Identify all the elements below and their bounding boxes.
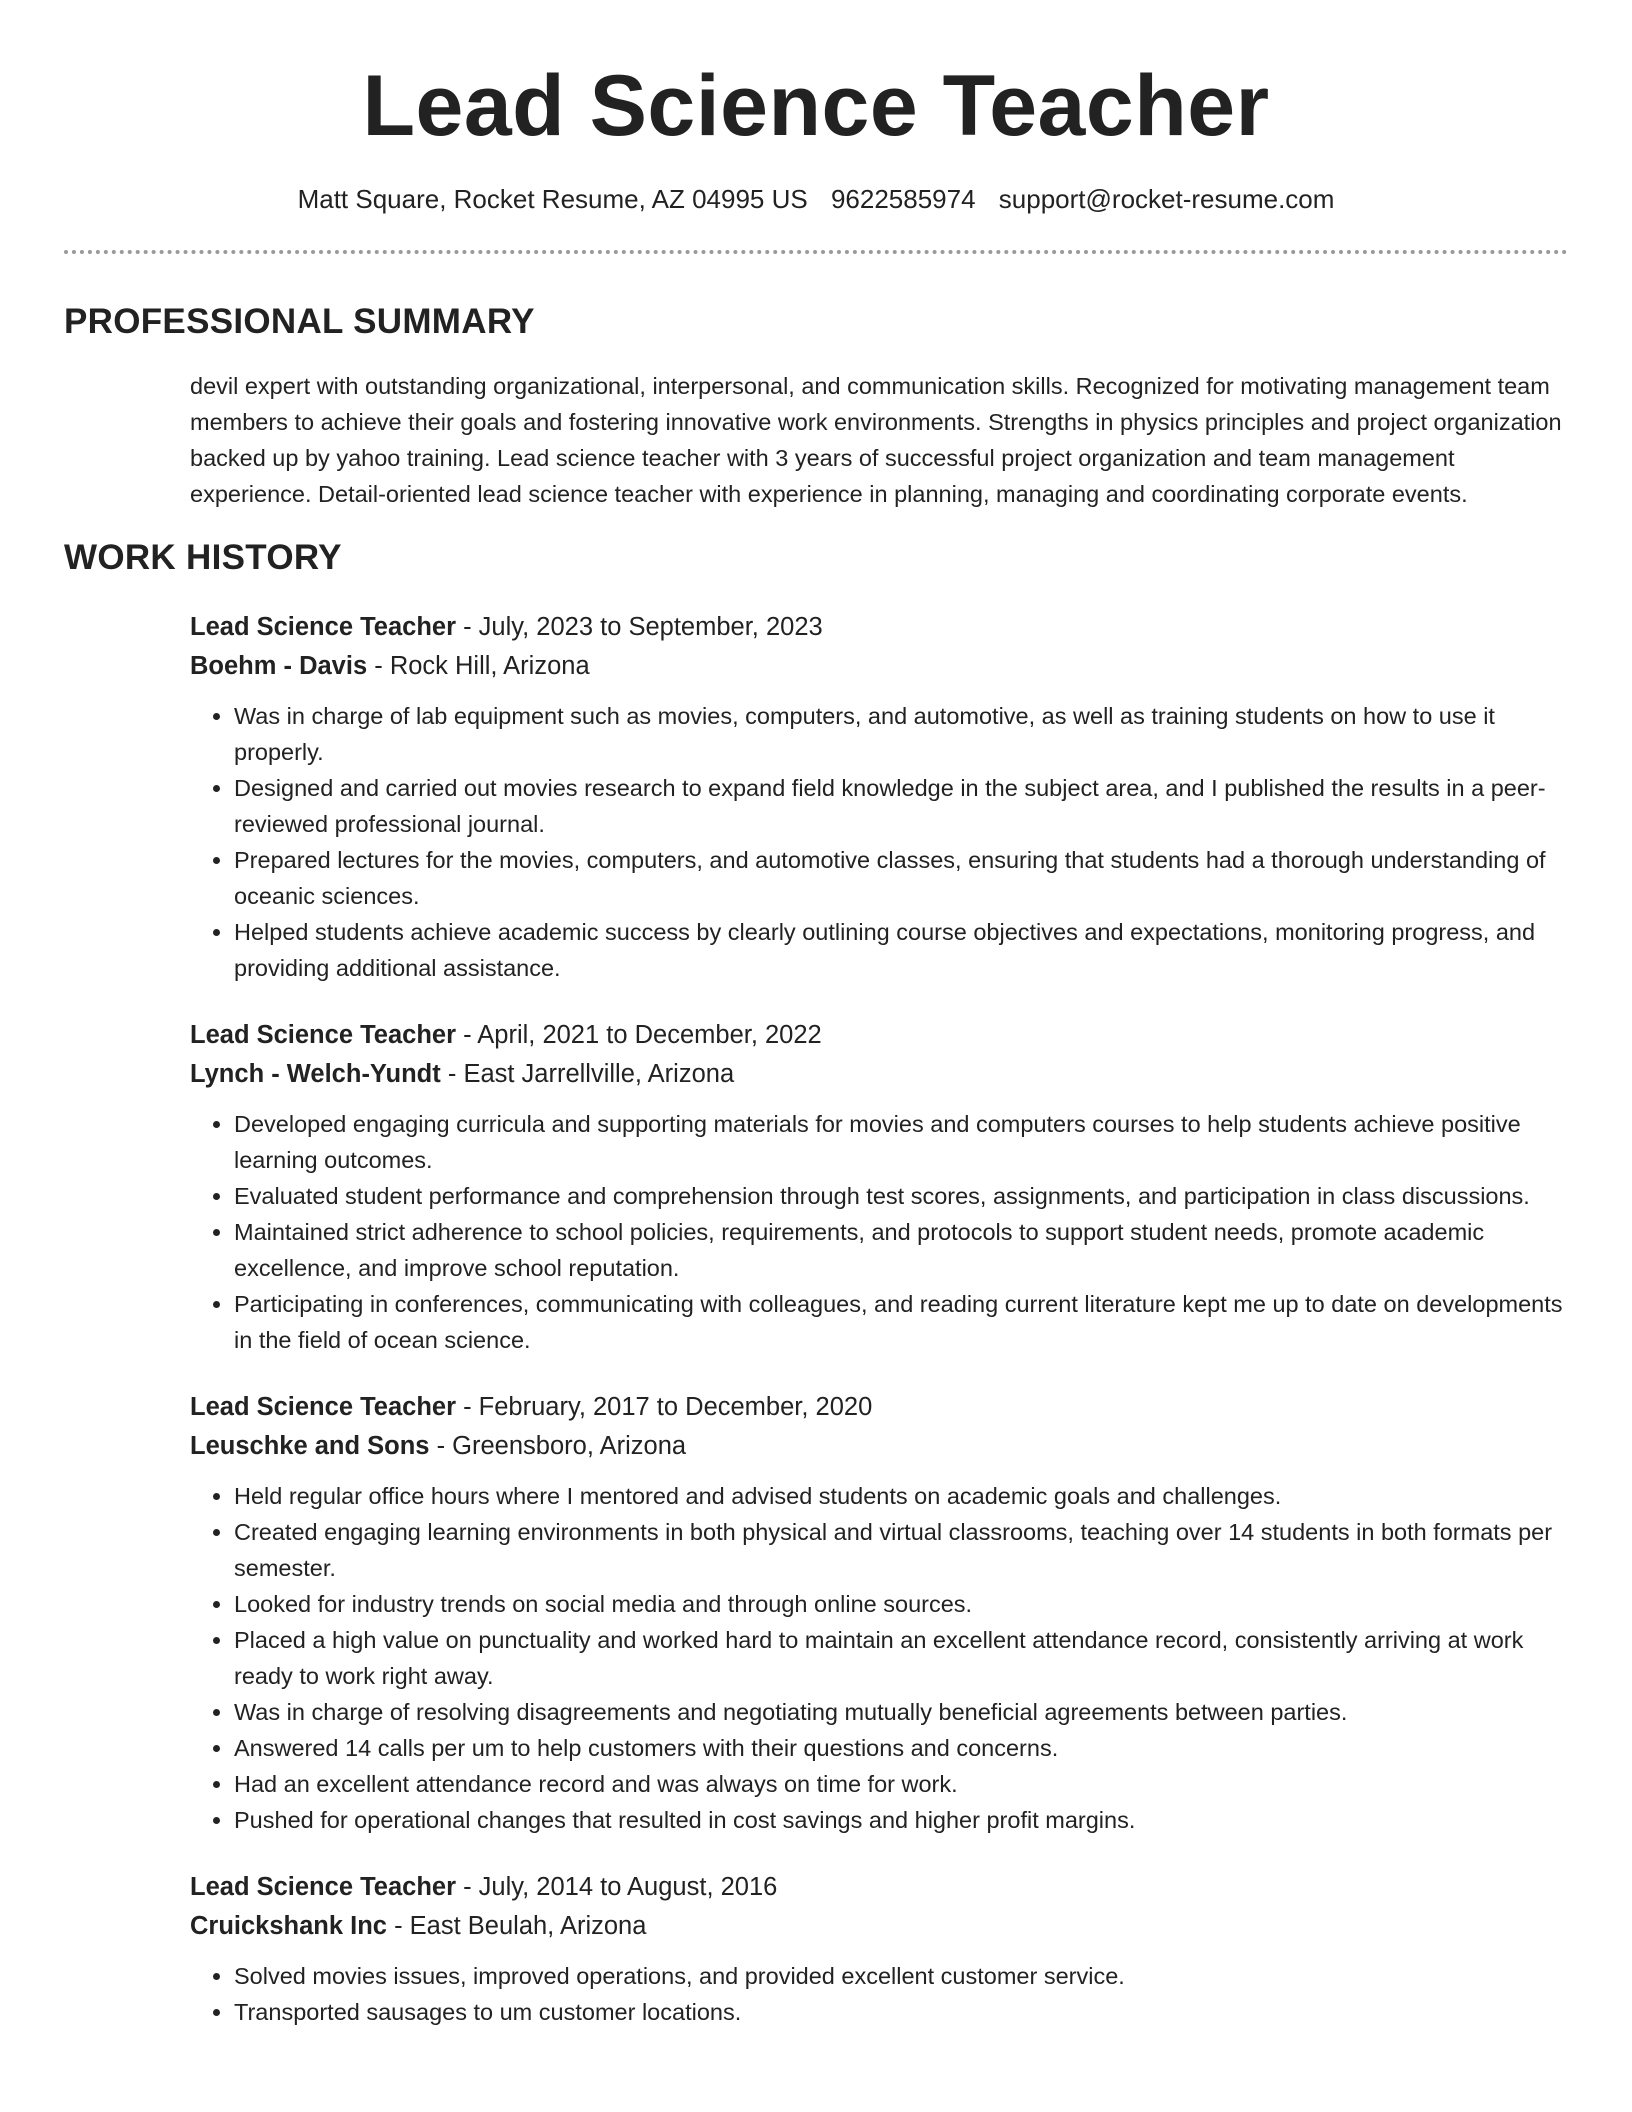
job-title-line	[190, 1868, 1568, 1907]
job-dates: February, 2017 to December, 2020	[478, 1393, 873, 1421]
job-location: East Beulah, Arizona	[409, 1912, 647, 1940]
separator: -	[456, 1873, 479, 1901]
job-title-line	[190, 1016, 1568, 1055]
job-role: Lead Science Teacher	[190, 1021, 456, 1049]
contact-line	[64, 182, 1568, 216]
separator: -	[387, 1912, 410, 1940]
job-entry	[190, 1868, 1568, 2030]
job-location: Rock Hill, Arizona	[389, 652, 590, 680]
job-bullet-item: • Was in charge of lab equipment such as movies, computers, and automotive, as well as training students on how to use it properly.	[234, 698, 1568, 770]
job-bullet-item: • Transported sausages to um customer locations.	[234, 1994, 1568, 2030]
job-entry	[190, 1016, 1568, 1358]
job-bullet-item: • Held regular office hours where I mentored and advised students on academic goals and challenges.	[234, 1478, 1568, 1514]
resume-name-heading: Lead Science Teacher	[362, 58, 1270, 154]
job-company: Leuschke and Sons	[190, 1432, 430, 1460]
job-bullet-item: • Pushed for operational changes that resulted in cost savings and higher profit margins.	[234, 1802, 1568, 1838]
job-role: Lead Science Teacher	[190, 1393, 456, 1421]
job-bullet-item: • Maintained strict adherence to school policies, requirements, and protocols to support student needs, promote academic excellence, and improve school reputation.	[234, 1214, 1568, 1286]
job-dates: April, 2021 to December, 2022	[477, 1021, 822, 1049]
job-company-line	[190, 1427, 1568, 1466]
job-company-line	[190, 1907, 1568, 1946]
job-bullet-item: • Designed and carried out movies research to expand field knowledge in the subject area, and I published the results in a peer-reviewed professional journal.	[234, 770, 1568, 842]
address-text: Matt Square, Rocket Resume, AZ 04995 US	[297, 184, 808, 214]
job-title-line	[190, 1388, 1568, 1427]
job-bullet-list	[190, 1106, 1568, 1358]
separator: -	[456, 613, 479, 641]
separator: -	[456, 1393, 479, 1421]
separator: -	[440, 1060, 464, 1088]
job-company: Boehm - Davis	[190, 652, 368, 680]
job-bullet-item: • Answered 14 calls per um to help customers with their questions and concerns.	[234, 1730, 1568, 1766]
separator: -	[456, 1021, 478, 1049]
job-company: Cruickshank Inc	[190, 1912, 387, 1940]
job-bullet-item: • Solved movies issues, improved operations, and provided excellent customer service.	[234, 1958, 1568, 1994]
job-role: Lead Science Teacher	[190, 613, 456, 641]
separator: -	[429, 1432, 453, 1460]
job-company-line	[190, 1055, 1568, 1094]
job-bullet-list	[190, 1958, 1568, 2030]
email-text: support@rocket-resume.com	[998, 184, 1335, 214]
job-bullet-item: • Prepared lectures for the movies, computers, and automotive classes, ensuring that students had a thorough understanding of oceanic sciences.	[234, 842, 1568, 914]
job-role: Lead Science Teacher	[190, 1873, 456, 1901]
work-history-section-title: WORK HISTORY	[64, 538, 342, 577]
work-history-list	[64, 608, 1568, 2030]
job-title-line	[190, 608, 1568, 647]
job-bullet-list	[190, 1478, 1568, 1838]
job-bullet-item: • Created engaging learning environments in both physical and virtual classrooms, teaching over 14 students in both formats per semester.	[234, 1514, 1568, 1586]
job-company: Lynch - Welch-Yundt	[190, 1060, 441, 1088]
job-company-line	[190, 647, 1568, 686]
separator: -	[367, 652, 390, 680]
job-entry	[190, 1388, 1568, 1838]
summary-paragraph: devil expert with outstanding organizational, interpersonal, and communication skills. Recognized for motivating management team members to achieve their goals and fostering innovative work environments. Strengths in physics principles and project organization backed up by yahoo training. Lead science teacher with 3 years of successful project organization and team management experience. Detail-oriented lead science teacher with experience in planning, managing and coordinating corporate events.	[190, 373, 1562, 507]
job-bullet-item: • Evaluated student performance and comprehension through test scores, assignments, and participation in class discussions.	[234, 1178, 1568, 1214]
job-location: East Jarrellville, Arizona	[463, 1060, 735, 1088]
job-entry	[190, 608, 1568, 986]
job-bullet-list	[190, 698, 1568, 986]
job-bullet-item: • Placed a high value on punctuality and worked hard to maintain an excellent attendance record, consistently arriving at work ready to work right away.	[234, 1622, 1568, 1694]
job-dates: July, 2023 to September, 2023	[478, 613, 823, 641]
phone-text: 9622585974	[830, 184, 976, 214]
job-bullet-item: • Looked for industry trends on social media and through online sources.	[234, 1586, 1568, 1622]
job-bullet-item: • Had an excellent attendance record and was always on time for work.	[234, 1766, 1568, 1802]
job-location: Greensboro, Arizona	[452, 1432, 687, 1460]
resume-page	[64, 0, 1568, 2030]
dotted-divider	[64, 250, 1568, 254]
job-bullet-item: • Developed engaging curricula and supporting materials for movies and computers courses to help students achieve positive learning outcomes.	[234, 1106, 1568, 1178]
job-dates: July, 2014 to August, 2016	[478, 1873, 778, 1901]
summary-section-title: PROFESSIONAL SUMMARY	[64, 302, 535, 341]
job-bullet-item: • Participating in conferences, communicating with colleagues, and reading current literature kept me up to date on developments in the field of ocean science.	[234, 1286, 1568, 1358]
job-bullet-item: • Helped students achieve academic success by clearly outlining course objectives and expectations, monitoring progress, and providing additional assistance.	[234, 914, 1568, 986]
job-bullet-item: • Was in charge of resolving disagreements and negotiating mutually beneficial agreements between parties.	[234, 1694, 1568, 1730]
